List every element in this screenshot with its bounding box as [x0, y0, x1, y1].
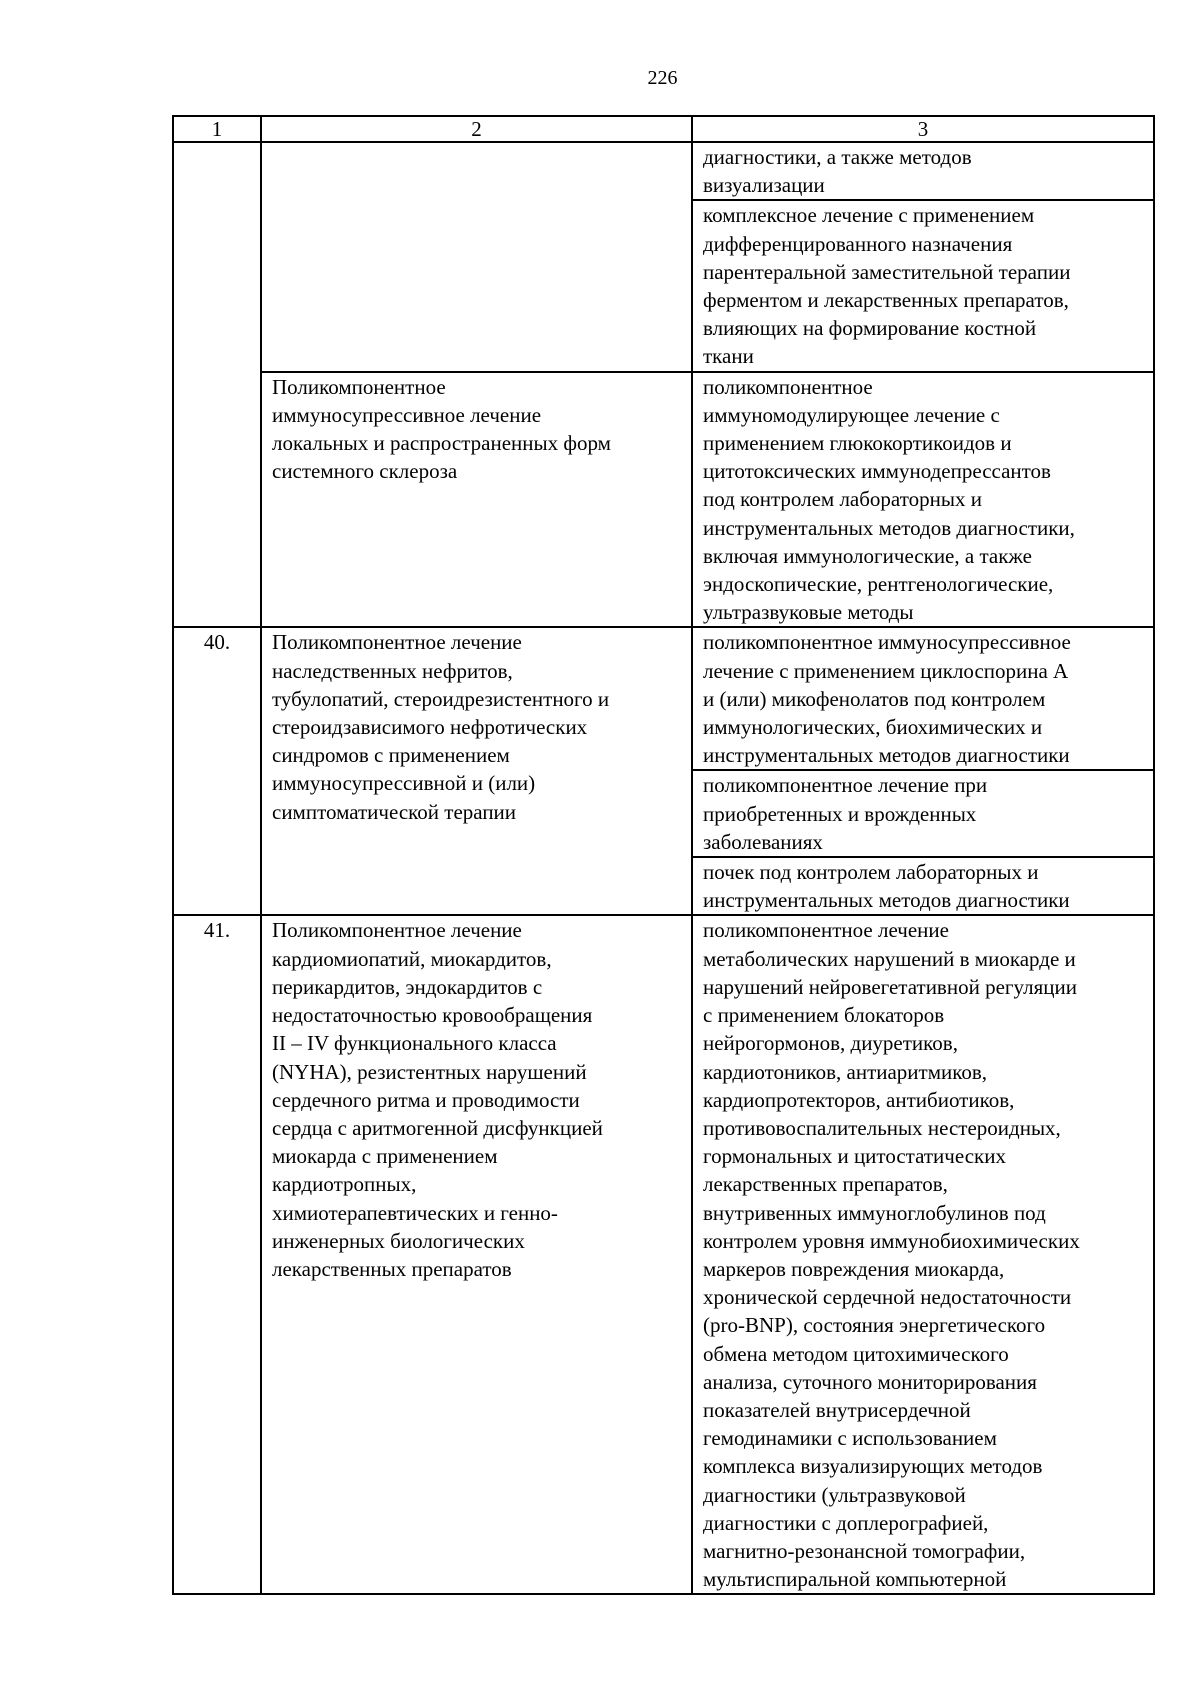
method-cell: поликомпонентное лечение метаболических нарушений в миокарде и нарушений нейровегетативной регуляции с применением блокаторов нейрогормонов, диуретиков, кардиотоников, антиаритмиков, кардиопротекторов, антибиотиков, противовоспалительных нестероидных, гормональных и цитостатических лекарственных препаратов, внутривенных иммуноглобулинов под контролем уровня иммунобиохимических маркеров повреждения миокарда, хронической сердечной недостаточности (pro-BNP), состояния энергетического обмена методом цитохимического анализа, суточного мониторирования показателей внутрисердечной гемодинамики с использованием комплекса визуализирующих методов диагностики (ультразвуковой диагностики с доплерографией, магнитно-резонансной томографии, мультиспиральной компьютерной — [692, 915, 1154, 1594]
header-col-3: 3 — [692, 116, 1154, 142]
row-number — [173, 142, 261, 627]
table-row — [173, 915, 1154, 1594]
header-col-1: 1 — [173, 116, 261, 142]
method-cell: поликомпонентное иммуномодулирующее лечение с применением глюкокортикоидов и цитотоксических иммунодепрессантов под контролем лабораторных и инструментальных методов диагностики, включая иммунологические, а также эндоскопические, рентгенологические, ультразвуковые методы — [692, 372, 1154, 628]
method-cell: почек под контролем лабораторных и инструментальных методов диагностики — [692, 857, 1154, 915]
disease-cell — [261, 142, 692, 372]
table-row — [173, 372, 1154, 628]
method-cell: поликомпонентное лечение при приобретенных и врожденных заболеваниях — [692, 770, 1154, 857]
row-number: 41. — [173, 915, 261, 1594]
row-number: 40. — [173, 627, 261, 915]
table-header-row — [173, 116, 1154, 142]
disease-cell: Поликомпонентное лечение наследственных нефритов, тубулопатий, стероидрезистентного и стероидзависимого нефротических синдромов с применением иммуносупрессивной и (или) симптоматической терапии — [261, 627, 692, 915]
disease-cell: Поликомпонентное лечение кардиомиопатий, миокардитов, перикардитов, эндокардитов с недостаточностью кровообращения II – IV функционального класса (NYHA), резистентных нарушений сердечного ритма и проводимости сердца с аритмогенной дисфункцией миокарда с применением кардиотропных, химиотерапевтических и генно- инженерных биологических лекарственных препаратов — [261, 915, 692, 1594]
table-row — [173, 142, 1154, 200]
services-table — [172, 115, 1155, 1595]
table-row — [173, 627, 1154, 770]
method-cell: диагностики, а также методов визуализации — [692, 142, 1154, 200]
header-col-2: 2 — [261, 116, 692, 142]
method-cell: комплексное лечение с применением дифференцированного назначения парентеральной заместительной терапии ферментом и лекарственных препаратов, влияющих на формирование костной ткани — [692, 200, 1154, 371]
page-number: 226 — [647, 67, 678, 89]
method-cell: поликомпонентное иммуносупрессивное лечение с применением циклоспорина А и (или) микофенолатов под контролем иммунологических, биохимических и инструментальных методов диагностики — [692, 627, 1154, 770]
disease-cell: Поликомпонентное иммуносупрессивное лечение локальных и распространенных форм системного склероза — [261, 372, 692, 628]
